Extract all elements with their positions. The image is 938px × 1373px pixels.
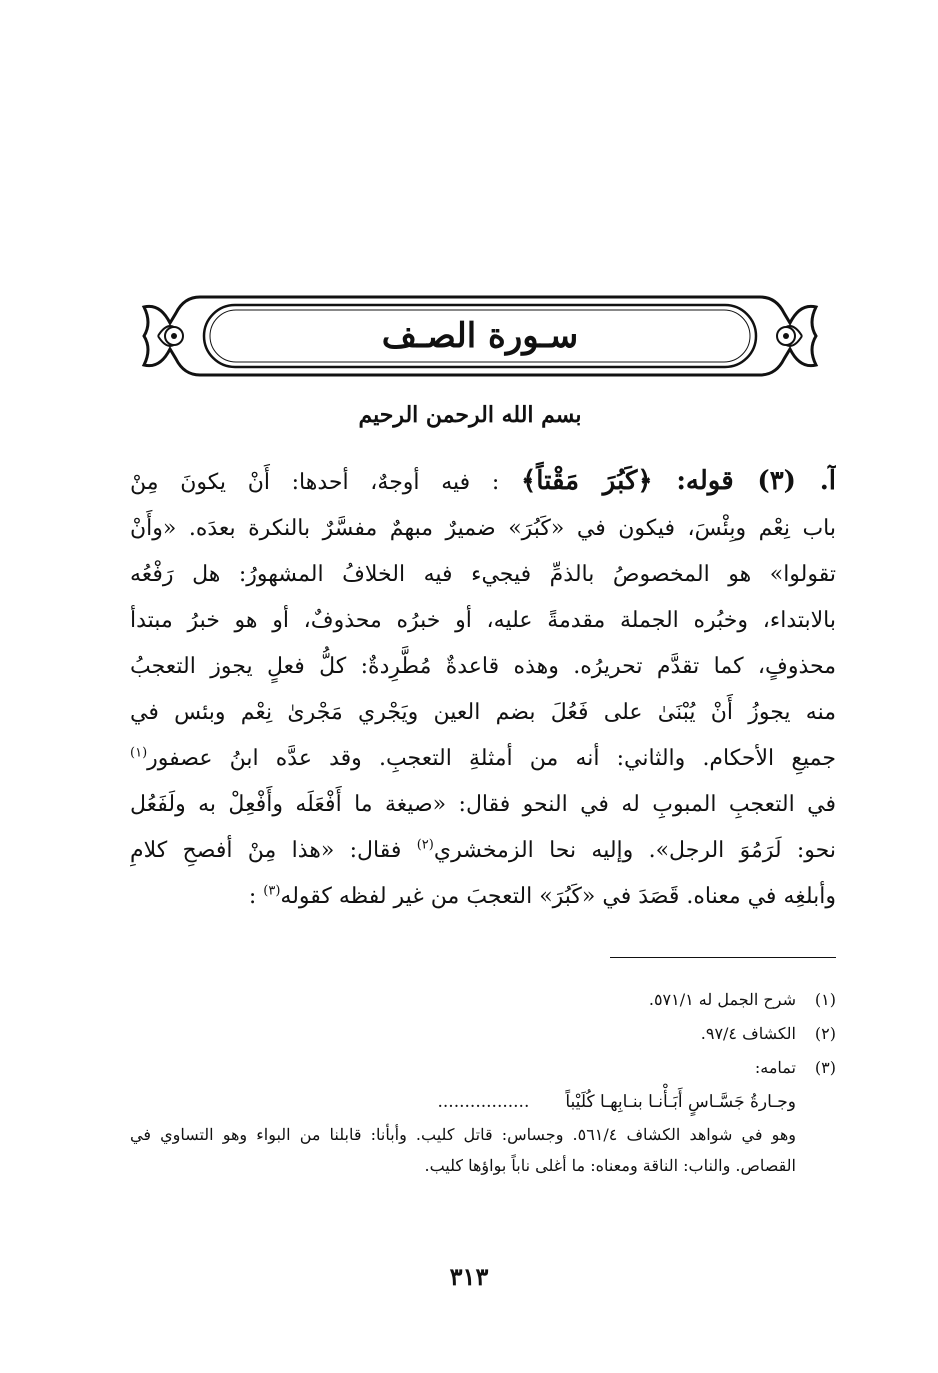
paragraph-line-2: باب نِعْم وبِئْسَ، فيكون في «كَبُرَ» ضميرٌ مبهمٌ مفسَّرٌ بالنكرة بعدَه. «وأَنْ xyxy=(130,516,836,541)
main-paragraph xyxy=(130,458,836,920)
paragraph-line-1: آ. (٣) قوله: ﴿كَبُرَ مَقْتاً﴾ : فيه أوجهٌ، أحدها: أَنْ يكونَ مِنْ xyxy=(130,466,836,496)
poem-hemistich-1: وجـارةُ جَسَّـاسٍ أَبَـأْنـا بنـابِهـا كُلَيْباً xyxy=(565,1092,796,1112)
footnote-3-note: وهو في شواهد الكشاف ٥٦١/٤. وجساس: قاتل كليب. وأبأنا: قابلنا من البواء وهو التساوي في القصاص. والناب: الناقة ومعناه: ما أغلى ناباً بواؤها كليب. xyxy=(130,1125,796,1175)
surah-title-frame xyxy=(140,293,820,379)
paragraph-line-7: جميعِ الأحكام. والثاني: أنه من أمثلةِ التعجبِ. وقد عدَّه ابنُ عصفور$^{(١)}$ xyxy=(130,745,836,771)
footnote-2: (٢)الكشاف ٩٧/٤. xyxy=(700,1024,836,1043)
poem-hemistich-2: ................. xyxy=(437,1092,530,1112)
paragraph-line-4: بالابتداء، وخبُره الجملة مقدمةً عليه، أو خبرُه محذوفٌ، أو هو خبرُ مبتدأ xyxy=(130,608,836,633)
footnote-ref-3[interactable]: (٣) xyxy=(263,883,281,899)
poem-verse xyxy=(130,1085,836,1119)
paragraph-line-3: تقولوا» هو المخصوصُ بالذمِّ فيجيء فيه الخلافُ المشهورُ: هل رَفْعُه xyxy=(130,562,836,587)
footnote-3: (٣)تمامه: xyxy=(754,1058,836,1077)
basmala: بسم الله الرحمن الرحيم xyxy=(358,402,582,428)
surah-title: سـورة الصـف xyxy=(381,316,579,356)
footnote-ref-1[interactable]: (١) xyxy=(130,745,148,761)
footnote-separator xyxy=(610,957,836,958)
paragraph-line-5: محذوفٍ، كما تقدَّم تحريرُه. وهذه قاعدةٌ مُطَّرِدةٌ: كلُّ فعلٍ يجوز التعجبُ xyxy=(130,654,836,679)
paragraph-line-9: نحو: لَرَمُوَ الرجل». وإليه نحا الزمخشري$^{(٢)}$ فقال: «هذا مِنْ أفصحِ كلامِ xyxy=(130,837,836,863)
verse-reference: آ. (٣) قوله: ﴿كَبُرَ مَقْتاً﴾ xyxy=(520,466,836,496)
paragraph-line-6: منه يجوزُ أَنْ يُبْنَىٰ على فَعُلَ بضم العين ويَجْري مَجْرىٰ نِعْم وبئس في xyxy=(130,700,836,725)
footnotes xyxy=(130,983,836,1181)
paragraph-line-8: في التعجبِ المبوبِ له في النحو فقال: «صيغة ما أَفْعَلَه وأَفْعِلْ به ولَفَعُل xyxy=(130,792,836,817)
page-number: ٣١٣ xyxy=(449,1262,489,1291)
paragraph-line-10: وأبلغِه في معناه. قَصَدَ في «كَبُرَ» التعجبَ من غير لفظه كقوله$^{(٣)}$ : xyxy=(248,883,836,909)
footnote-ref-2[interactable]: (٢) xyxy=(416,837,434,853)
footnote-1: (١)شرح الجمل له ٥٧١/١. xyxy=(648,990,836,1009)
